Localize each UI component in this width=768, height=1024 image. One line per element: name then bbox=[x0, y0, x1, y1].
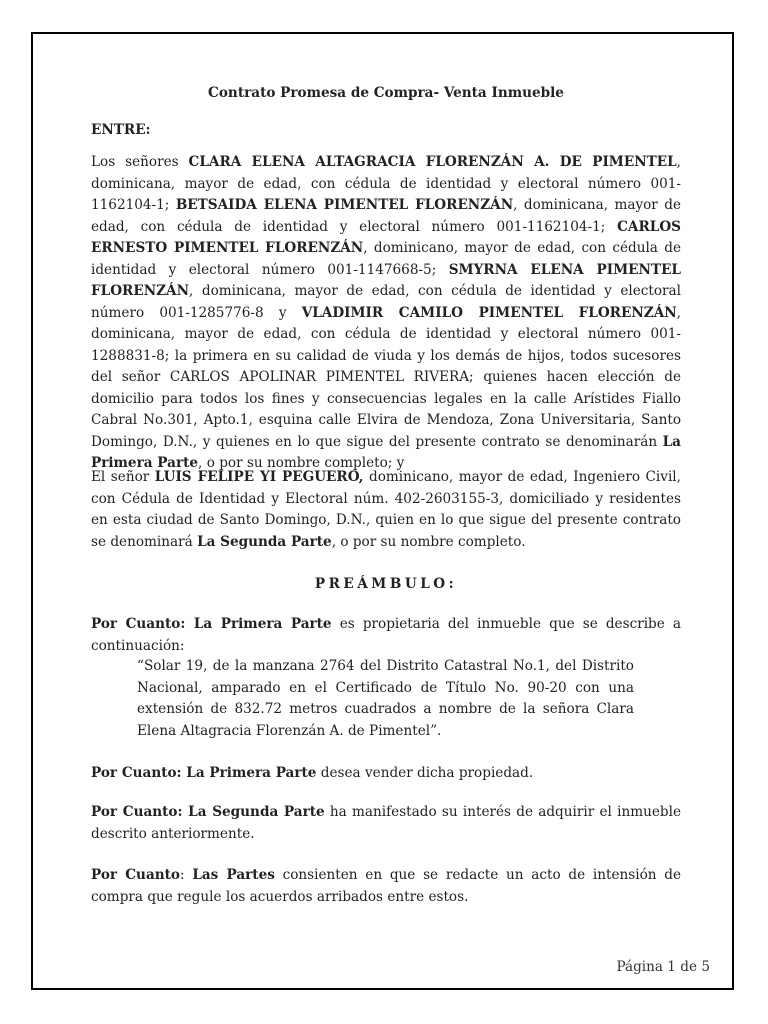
document-title: Contrato Promesa de Compra- Venta Inmueble bbox=[208, 85, 564, 101]
por-cuanto-3: Por Cuanto: La Segunda Parte ha manifestado su interés de adquirir el inmueble descrito anteriormente. bbox=[91, 804, 681, 842]
entre-heading: ENTRE: bbox=[91, 122, 151, 138]
preambulo-heading: PREÁMBULO: bbox=[314, 576, 458, 592]
party-one-paragraph: Los señores CLARA ELENA ALTAGRACIA FLORENZÁN A. DE PIMENTEL, dominicana, mayor de edad, con cédula de identidad y electoral número 001-1162104-1; BETSAIDA ELENA PIMENTEL FLORENZÁN, dominicana, mayor de edad, con cédula de identidad y electoral número 001-1162104-1; CARLOS ERNESTO PIMENTEL FLORENZÁN, dominicano, mayor de edad, con cédula de identidad y electoral número 001-1147668-5; SMYRNA ELENA PIMENTEL FLORENZÁN, dominicana, mayor de edad, con cédula de identidad y electoral número 001-1285776-8 y VLADIMIR CAMILO PIMENTEL FLORENZÁN, dominicana, mayor de edad, con cédula de identidad y electoral número 001-1288831-8; la primera en su calidad de viuda y los demás de hijos, todos sucesores del señor CARLOS APOLINAR PIMENTEL RIVERA; quienes hacen elección de domicilio para todos los fines y consecuencias legales en la calle Arístides Fiallo Cabral No.301, Apto.1, esquina calle Elvira de Mendoza, Zona Universitaria, Santo Domingo, D.N., y quienes en lo que sigue del presente contrato se denominarán La Primera Parte, o por su nombre completo; y bbox=[91, 154, 681, 471]
por-cuanto-1: Por Cuanto: La Primera Parte es propietaria del inmueble que se describe a continuación: bbox=[91, 616, 681, 654]
party-two-paragraph: El señor LUIS FELIPE YI PEGUERO, dominicano, mayor de edad, Ingeniero Civil, con Cédula de Identidad y Electoral núm. 402-2603155-3, domiciliado y residentes en esta ciudad de Santo Domingo, D.N., quien en lo que sigue del presente contrato se denominará La Segunda Parte, o por su nombre completo. bbox=[91, 469, 681, 550]
por-cuanto-2: Por Cuanto: La Primera Parte desea vender dicha propiedad. bbox=[91, 765, 534, 781]
document-page bbox=[31, 32, 734, 990]
por-cuanto-4: Por Cuanto: Las Partes consienten en que se redacte un acto de intensión de compra que regule los acuerdos arribados entre estos. bbox=[91, 867, 681, 905]
property-description-quote: “Solar 19, de la manzana 2764 del Distrito Catastral No.1, del Distrito Nacional, amparado en el Certificado de Título No. 90-20 con una extensión de 832.72 metros cuadrados a nombre de la señora Clara Elena Altagracia Florenzán A. de Pimentel”. bbox=[137, 658, 634, 739]
page-number: Página 1 de 5 bbox=[616, 959, 710, 975]
